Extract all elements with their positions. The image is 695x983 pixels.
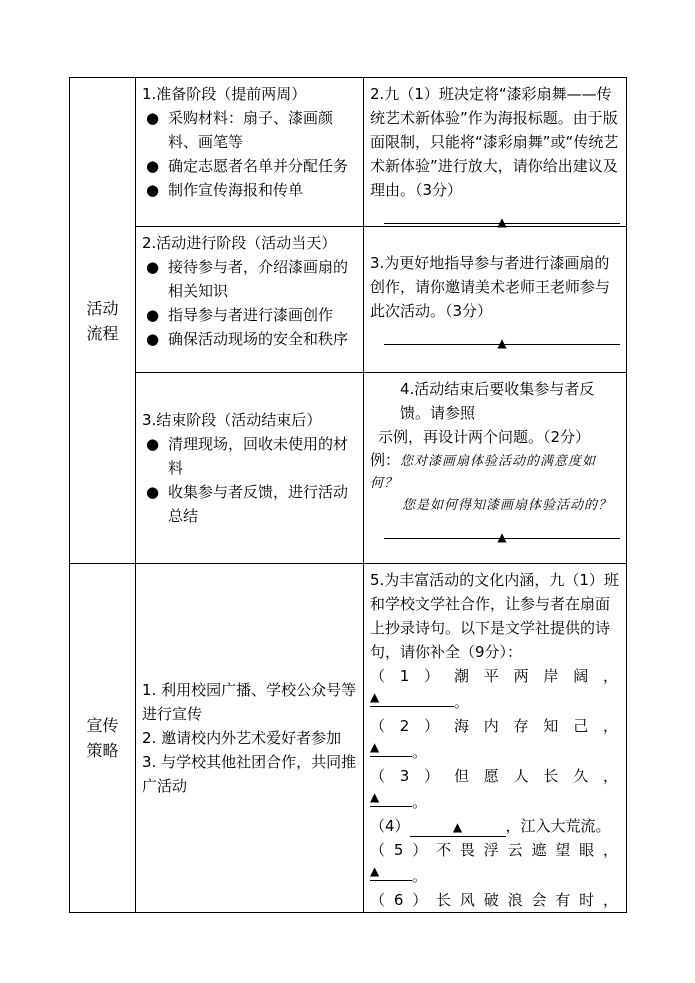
stage3-cell (136, 373, 364, 564)
stage1-item: ● 确定志愿者名单并分配任务 (142, 154, 359, 178)
poem-5: （5）不畏浮云遮望眼， ▲ 。 (370, 841, 620, 885)
stage2-item: ● 确保活动现场的安全和秩序 (142, 327, 359, 351)
poem-6: （6）长风破浪会有时， (370, 891, 620, 909)
stage2-item: ● 指导参与者进行漆画创作 (142, 303, 359, 327)
bullet-icon: ● (146, 330, 160, 348)
example-question-1: 例：您对漆画扇体验活动的满意度如何？ (370, 451, 597, 491)
question-4-text-b: 示例，再设计两个问题。（2分） (378, 428, 591, 446)
promo-item: 2. 邀请校内外艺术爱好者参加 (142, 729, 342, 747)
promo-row (70, 564, 627, 913)
poem-4: （4） ▲ ，江入大荒流。 (370, 817, 611, 835)
flow-row-1 (70, 78, 627, 227)
bullet-icon: ● (146, 157, 160, 175)
answer-marker-icon: ▲ (452, 820, 463, 834)
poem-blank[interactable] (370, 688, 454, 707)
promo-item: 1. 利用校园广播、学校公众号等进行宣传 (142, 681, 357, 723)
flow-row-3 (70, 373, 627, 564)
answer-marker-icon: ▲ (370, 864, 380, 878)
question-2-cell (364, 78, 627, 227)
promo-item: 3. 与学校其他社团合作，共同推广活动 (142, 753, 357, 795)
poem-blank[interactable] (370, 738, 412, 757)
answer-marker-icon: ▲ (497, 215, 507, 229)
stage3-item: ● 收集参与者反馈，进行活动总结 (142, 480, 359, 528)
question-3-cell (364, 227, 627, 373)
stage2-title: 2.活动进行阶段（活动当天） (142, 234, 337, 252)
stage1-title: 1.准备阶段（提前两周） (142, 85, 307, 103)
answer-marker-icon: ▲ (497, 336, 507, 350)
promo-category-label: 宣传 策略 (86, 716, 119, 760)
question-2-text: 2.九（1）班决定将“漆彩扇舞——传统艺术新体验”作为海报标题。由于版面限制，只能将“漆彩扇舞”或“传统艺术新体验”进行放大，请你给出建议及理由。（3分） (370, 85, 619, 199)
answer-marker-icon: ▲ (370, 790, 380, 804)
poem-1: （1）潮平两岸阔， ▲ 。 (370, 667, 620, 711)
flow-category-label: 活动 流程 (86, 298, 119, 343)
bullet-icon: ● (146, 109, 160, 127)
answer-marker-icon: ▲ (497, 530, 507, 544)
question-4-cell (364, 373, 627, 564)
question-5-cell (364, 564, 627, 913)
activity-plan-table (69, 77, 627, 913)
poem-blank[interactable] (410, 818, 506, 837)
answer-line-q2[interactable] (384, 205, 620, 229)
promo-category-cell (70, 564, 136, 913)
flow-category-cell (70, 78, 136, 564)
answer-line-q3[interactable] (384, 326, 620, 350)
bullet-icon: ● (146, 181, 160, 199)
question-4-text-a: 4.活动结束后要收集参与者反馈。请参照 (400, 380, 595, 422)
poem-3: （3）但愿人长久， ▲ 。 (370, 767, 620, 811)
answer-line-q4[interactable] (384, 520, 620, 544)
stage1-cell (136, 78, 364, 227)
stage3-item: ● 清理现场，回收未使用的材料 (142, 432, 359, 480)
bullet-icon: ● (146, 435, 160, 453)
stage3-title: 3.结束阶段（活动结束后） (142, 411, 322, 429)
answer-marker-icon: ▲ (370, 690, 380, 704)
bullet-icon: ● (146, 306, 160, 324)
stage2-item: ● 接待参与者，介绍漆画扇的相关知识 (142, 255, 359, 303)
answer-marker-icon: ▲ (370, 740, 380, 754)
flow-row-2 (70, 227, 627, 373)
stage2-cell (136, 227, 364, 373)
question-3-text: 3.为更好地指导参与者进行漆画扇的创作，请你邀请美术老师王老师参与此次活动。（3分） (370, 254, 611, 320)
stage1-item: ● 采购材料：扇子、漆画颜料、画笔等 (142, 106, 359, 154)
stage1-item: ● 制作宣传海报和传单 (142, 178, 359, 202)
example-question-2: 您是如何得知漆画扇体验活动的？ (402, 498, 613, 513)
bullet-icon: ● (146, 258, 160, 276)
poem-blank[interactable] (370, 862, 412, 881)
poem-2: （2）海内存知己， ▲ 。 (370, 717, 620, 761)
poem-blank[interactable] (370, 788, 412, 807)
question-5-text: 5.为丰富活动的文化内涵，九（1）班和学校文学社合作，让参与者在扇面上抄录诗句。以下是文学社提供的诗句，请你补全（9分）： (370, 571, 619, 661)
promo-items-cell (136, 564, 364, 913)
bullet-icon: ● (146, 483, 160, 501)
